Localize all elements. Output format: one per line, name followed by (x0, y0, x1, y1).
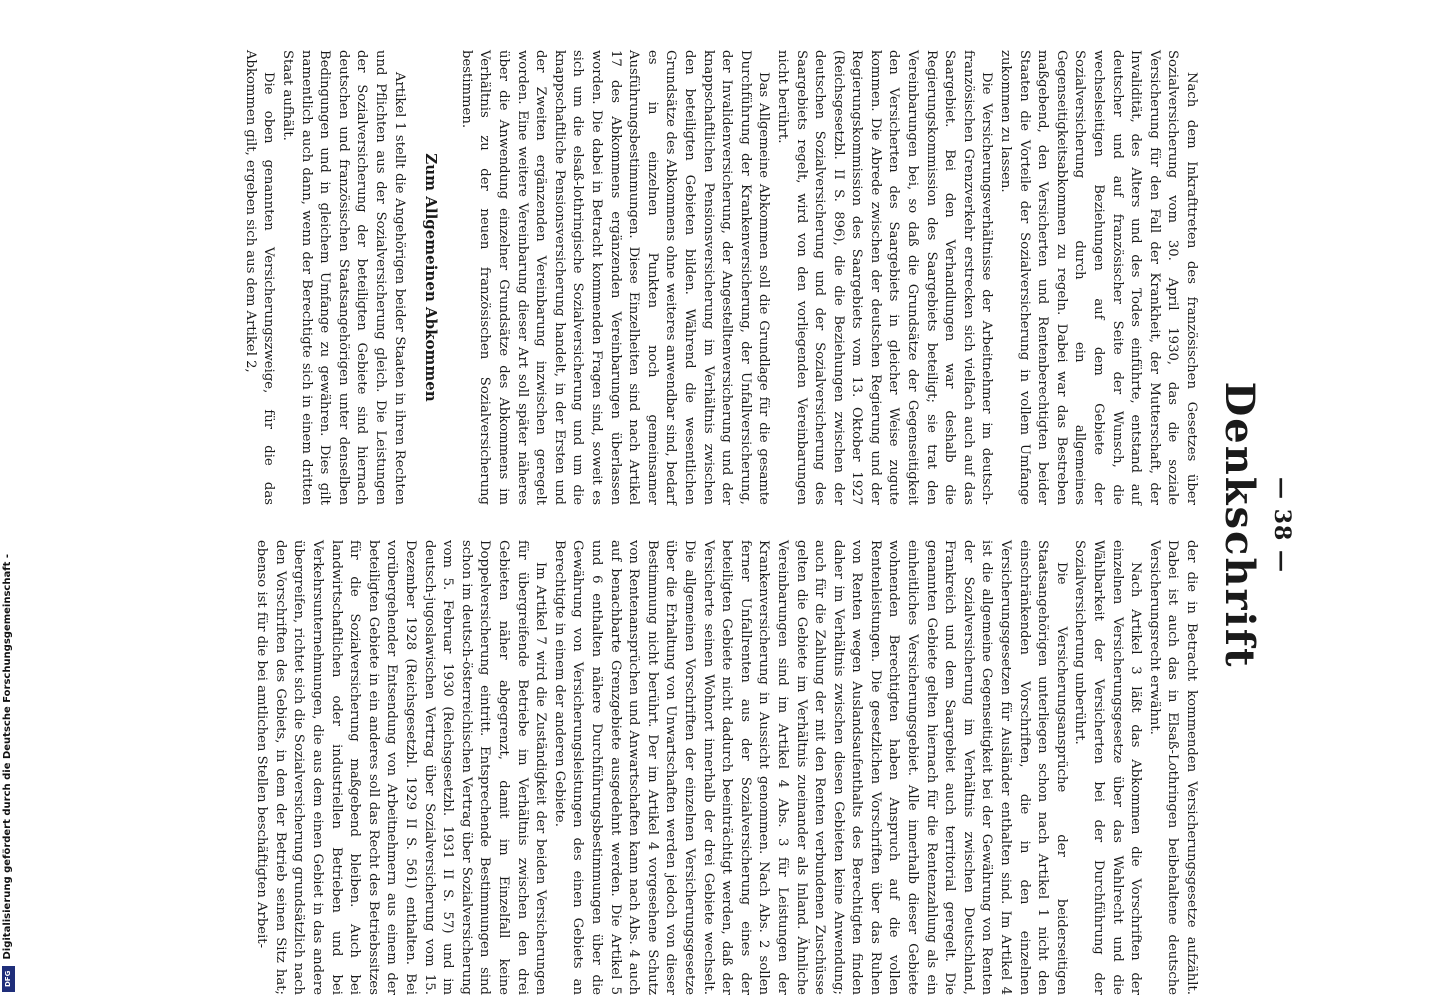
document-page (140, 50, 1430, 1000)
rotated-page-content (140, 50, 1295, 1000)
text-column-1 (240, 50, 1200, 505)
paragraph: Die oben genannten Versicherungszweige, für die das Abkommen gilt, ergeben sich aus dem Artikel 2, (242, 50, 277, 505)
section-heading: Zum Allgemeinen Abkommen (422, 153, 441, 402)
paragraph: Die Versicherungsverhältnisse der Arbeitnehmer im deutsch-französischen Grenzverkehr erstrecken sich vielfach auch auf das Saargebiet. Bei den Verhandlungen war deshalb die Regierungskommission des Saargebiets beteiligt; sie trat den Vereinbarungen bei, so daß die Grundsätze der Gegenseitigkeit den Versicherten des Saargebiets in gleicher Weise zugute kommen. Die Abrede zwischen der deutschen Regierung und der Regierungskommission des Saargebiets vom 13. Oktober 1927 (Reichsgesetzbl. II S. 896), die die Beziehungen zwischen der deutschen Sozialversicherung und der Sozialversicherung des Saargebiets regelt, wird von den vorliegenden Vereinbarungen nicht berührt. (774, 50, 995, 505)
text-column-2 (252, 540, 1200, 995)
paragraph: Im Artikel 7 wird die Zuständigkeit der beiden Versicherungen für übergreifende Betriebe im Verhältnis zwischen den drei Gebieten näher abgegrenzt, damit im Einzelfall keine Doppelversicherung eintritt. Entsprechende Bestimmungen sind schon im deutsch-österreichischen Vertrag über Sozialversicherung vom 5. Februar 1930 (Reichsgesetzbl. 1931 II S. 57) und im deutsch-jugoslawischen Vertrag über Sozialversicherung vom 15. Dezember 1928 (Reichsgesetzbl. 1929 II S. 561) enthalten. Bei vorübergehender Entsendung von Arbeitnehmern aus einem der beteiligten Gebiete in ein anderes soll das Recht des Betriebssitzes für die Sozialversicherung maßgebend bleiben. Auch bei landwirtschaftlichen oder industriellen Betrieben und bei Verkehrsunternehmungen, die aus dem einen Gebiet in das andere übergreifen, richtet sich die Sozialversicherung grundsätzlich nach den Vorschriften des Gebiets, in dem der Betrieb seinen Sitz hat; ebenso ist für die bei amtlichen Stellen beschäftigten Arbeit- (254, 540, 549, 995)
paragraph: der die in Betracht kommenden Versicherungsgesetze aufzählt. Dabei ist auch das in Elsaß-Lothringen beibehaltene deutsche Versicherungsrecht erwähnt. (1146, 540, 1199, 995)
paragraph: Nach Artikel 3 läßt das Abkommen die Vorschriften der einzelnen Versicherungsgesetze über das Wahlrecht und die Wählbarkeit der Versicherten bei der Durchführung der Sozialversicherung unberührt. (1072, 540, 1144, 995)
paragraph: Die Versicherungsansprüche der beiderseitigen Staatsangehörigen unterliegen schon nach Artikel 1 nicht den einschränkenden Vorschriften, die in den einzelnen Versicherungsgesetzen für Ausländer enthalten sind. Im Artikel 4 ist die allgemeine Gegenseitigkeit bei der Gewährung von Renten der Sozialversicherung im Verhältnis zwischen Deutschland, Frankreich und dem Saargebiet auch territorial geregelt. Die genannten Gebiete gelten hiernach für die Rentenzahlung als ein einheitliches Versicherungsgebiet. Alle innerhalb dieser Gebiete wohnenden Berechtigten haben Anspruch auf die vollen Rentenleistungen. Die gesetzlichen Vorschriften über das Ruhen von Renten wegen Auslandsaufenthalts des Berechtigten finden daher im Verhältnis zwischen diesen Gebieten keine Anwendung; auch für die Zahlung der mit den Renten verbundenen Zuschüsse gelten die Gebiete im Verhältnis zueinander als Inland. Ähnliche Vereinbarungen sind im Artikel 4 Abs. 3 für Leistungen der Krankenversicherung in Aussicht genommen. Nach Abs. 2 sollen ferner Unfallrenten aus der Sozialversicherung eines der beteiligten Gebiete nicht dadurch beeinträchtigt werden, daß der Versicherte seinen Wohnort innerhalb der drei Gebiete wechselt. Die allgemeinen Vorschriften der einzelnen Versicherungsgesetze über die Erhaltung von Unwartschaften werden jedoch von dieser Bestimmung nicht berührt. Der im Artikel 4 vorgesehene Schutz von Rentenansprüchen und Anwartschaften kann nach Abs. 4 auch auf benachbarte Grenzgebiete ausgedehnt werden. Die Artikel 5 und 6 enthalten nähere Durchführungsbestimmungen über die Gewährung von Versicherungsleistungen des einen Gebiets an Berechtigte in einem der anderen Gebiete. (551, 540, 1069, 995)
credit-text: Digitalisierung gefördert durch die Deutsche Forschungsgemeinschaft - (2, 554, 13, 960)
dfg-logo: DFG (2, 966, 15, 992)
page-number: — 38 — (1269, 477, 1295, 573)
digitization-credit (0, 0, 18, 1000)
paragraph: Artikel 1 stellt die Angehörigen beider Staaten in ihren Rechten und Pflichten aus der Sozialversicherung gleich. Die Leistungen der Sozialversicherung der beteiligten Gebiete sind hiernach deutschen und französischen Staatsangehörigen unter denselben Bedingungen und in gleichem Umfange zu gewähren. Dies gilt namentlich auch dann, wenn der Berechtigte sich in einem dritten Staat aufhält. (280, 50, 407, 505)
page-title: Denkschrift (1216, 381, 1263, 669)
paragraph: Das Allgemeine Abkommen soll die Grundlage für die gesamte Durchführung der Krankenversicherung, der Unfallversicherung, der Invalidenversicherung, der Angestelltenversicherung und der knappschaftlichen Pensionsversicherung im Verhältnis zwischen den beteiligten Gebieten bilden. Während die wesentlichen Grundsätze des Abkommens ohne weiteres anwendbar sind, bedarf es in einzelnen Punkten noch gemeinsamer Ausführungsbestimmungen. Diese Einzelheiten sind nach Artikel 17 des Abkommens ergänzenden Vereinbarungen überlassen worden. Die dabei in Betracht kommenden Fragen sind, soweit es sich um die elsaß-lothringische Sozialversicherung und um die knappschaftliche Pensionsversicherung handelt, in der Ersten und der Zweiten ergänzenden Vereinbarung inzwischen geregelt worden. Eine weitere Vereinbarung dieser Art soll später näheres über die Anwendung einzelner Grundsätze des Abkommens im Verhältnis zu der neuen französischen Sozialversicherung bestimmen. (458, 50, 772, 505)
paragraph: Nach dem Inkrafttreten des französischen Gesetzes über Sozialversicherung vom 30. April 1930, das die soziale Versicherung für den Fall der Krankheit, der Mutterschaft, der Invalidität, des Alters und des Todes einführte, entstand auf deutscher und auf französischer Seite der Wunsch, die wechselseitigen Beziehungen auf dem Gebiete der Sozialversicherung durch ein allgemeines Gegenseitigkeitsabkommen zu regeln. Dabei war das Bestreben maßgebend, den Versicherten und Rentenberechtigten beider Staaten die Vorteile der Sozialversicherung in vollem Umfange zukommen zu lassen. (998, 50, 1199, 505)
